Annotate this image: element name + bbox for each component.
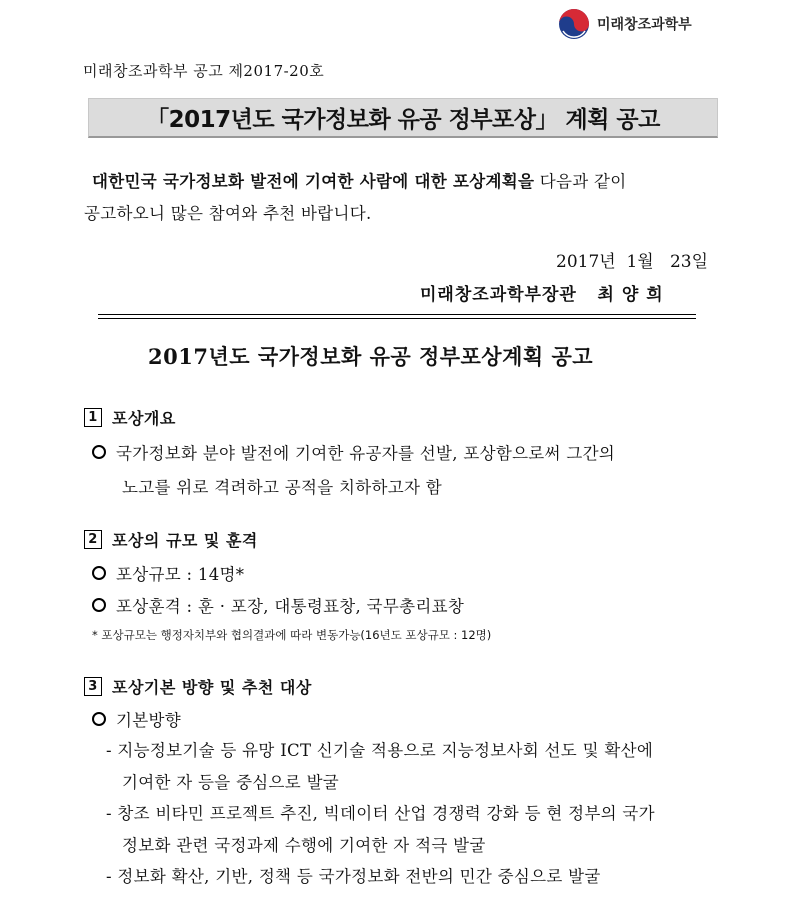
section-title: 포상개요 [112,409,176,428]
footnote: * 포상규모는 행정자치부와 협의결과에 따라 변동가능(16년도 포상규모 : 12명) [92,628,492,642]
item-text: 지능정보기술 등 유망 ICT 신기술 적용으로 지능정보사회 선도 및 확산에 [117,741,654,760]
circle-bullet-icon [92,445,106,459]
divider-line [98,314,696,315]
title-banner [88,98,718,138]
section-1-bullet [92,440,615,464]
award-scale [92,561,244,585]
section-1-bullet-cont: 노고를 위로 격려하고 공적을 치하하고자 함 [122,478,443,497]
intro-line-2: 공고하오니 많은 참여와 추천 바랍니다. [84,204,372,223]
notice-date: 2017년 1월 23일 [556,252,708,272]
ministry-logo [557,6,717,42]
section-title: 포상의 규모 및 훈격 [112,531,258,550]
bullet-text: 포상규모 : 14명* [116,565,245,584]
dash-bullet: - [106,804,118,823]
basic-direction [92,707,181,731]
direction-item [106,737,653,761]
direction-item [106,863,601,887]
minister-signature: 미래창조과학부장관 최 양 희 [420,285,664,305]
intro-line-1 [92,168,627,192]
intro-normal-text: 다음과 같이 [534,172,627,191]
dash-bullet: - [106,867,118,886]
taegeuk-emblem-icon [557,7,591,41]
circle-bullet-icon [92,712,106,726]
section-3-heading [84,675,312,698]
item-text: 정보화 확산, 기반, 정책 등 국가정보화 전반의 민간 중심으로 발굴 [117,867,601,886]
intro-bold-text: 대한민국 국가정보화 발전에 기여한 사람에 대한 포상계획을 [92,172,535,191]
section-1-heading [84,406,176,429]
section-number: 1 [84,408,102,427]
ministry-name: 미래창조과학부 [597,17,692,33]
divider-line [98,318,696,319]
section-number: 2 [84,530,102,549]
plan-subtitle: 2017년도 국가정보화 유공 정부포상계획 공고 [148,344,594,369]
notice-number: 미래창조과학부 공고 제2017-20호 [83,62,325,80]
circle-bullet-icon [92,566,106,580]
award-grade [92,593,464,617]
direction-item [106,800,655,824]
circle-bullet-icon [92,598,106,612]
direction-item-cont: 기여한 자 등을 중심으로 발굴 [122,773,340,792]
direction-item-cont: 정보화 관련 국정과제 수행에 기여한 자 적극 발굴 [122,836,486,855]
section-2-heading [84,528,258,551]
bullet-text: 기본방향 [116,711,181,730]
section-number: 3 [84,677,102,696]
bullet-text: 국가정보화 분야 발전에 기여한 유공자를 선발, 포상함으로써 그간의 [116,444,616,463]
bullet-text: 포상훈격 : 훈 · 포장, 대통령표창, 국무총리표창 [116,597,465,616]
item-text: 창조 비타민 프로젝트 추진, 빅데이터 산업 경쟁력 강화 등 현 정부의 국가 [117,804,655,823]
dash-bullet: - [106,741,118,760]
section-title: 포상기본 방향 및 추천 대상 [112,678,312,697]
document-title: 「2017년도 국가정보화 유공 정부포상」 계획 공고 [146,107,660,133]
